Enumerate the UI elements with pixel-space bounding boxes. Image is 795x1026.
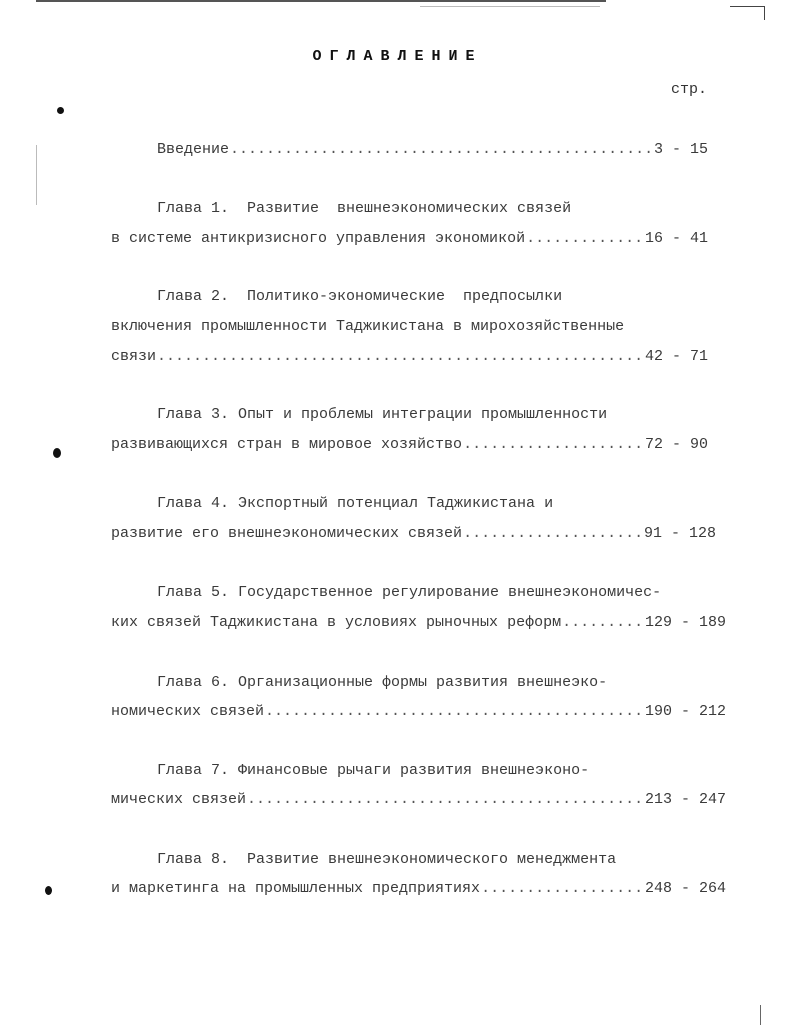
toc-page-range: 3 - 15 bbox=[653, 141, 708, 158]
corner-mark bbox=[730, 6, 764, 7]
scan-speck bbox=[45, 886, 52, 895]
toc-entry-title: мических связей bbox=[111, 791, 247, 808]
toc-entry-line: Глава 8. Развитие внешнеэкономического менеджмента bbox=[157, 851, 617, 868]
leader-dots bbox=[526, 230, 644, 248]
toc-entry-chapter-2 bbox=[111, 348, 708, 366]
toc-entry-line: Глава 7. Финансовые рычаги развития внешнеэконо- bbox=[157, 762, 590, 779]
top-rule-faint bbox=[420, 6, 600, 7]
toc-page-range: 91 - 128 bbox=[643, 525, 716, 542]
toc-entry-chapter-3 bbox=[111, 436, 708, 454]
toc-entry-chapter-6 bbox=[111, 703, 726, 721]
page-column-label: стр. bbox=[671, 81, 708, 98]
toc-entry-title: связи bbox=[111, 348, 157, 365]
toc-page-range: 129 - 189 bbox=[644, 614, 726, 631]
toc-entry-chapter-4 bbox=[111, 525, 716, 543]
leader-dots bbox=[265, 703, 644, 721]
toc-entry-title: номических связей bbox=[111, 703, 265, 720]
toc-entry-chapter-7 bbox=[111, 791, 726, 809]
toc-page-range: 42 - 71 bbox=[644, 348, 708, 365]
toc-entry-title: развивающихся стран в мировое хозяйство bbox=[111, 436, 463, 453]
scan-speck bbox=[53, 448, 61, 458]
toc-entry-line: Глава 4. Экспортный потенциал Таджикистана и bbox=[157, 495, 554, 512]
toc-entry-line: Глава 6. Организационные формы развития внешнеэко- bbox=[157, 674, 608, 691]
leader-dots bbox=[463, 436, 644, 454]
toc-page-range: 72 - 90 bbox=[644, 436, 708, 453]
toc-entry-line: Глава 2. Политико-экономические предпосылки bbox=[157, 288, 563, 305]
toc-entry-line: Глава 3. Опыт и проблемы интеграции промышленности bbox=[157, 406, 608, 423]
leader-dots bbox=[481, 880, 644, 898]
toc-entry-title: и маркетинга на промышленных предприятиях bbox=[111, 880, 481, 897]
toc-page-range: 248 - 264 bbox=[644, 880, 726, 897]
corner-mark-vertical bbox=[764, 6, 765, 20]
leader-dots bbox=[463, 525, 643, 543]
scan-artifact-line bbox=[760, 1005, 761, 1025]
toc-entry-line: включения промышленности Таджикистана в мирохозяйственные bbox=[111, 318, 625, 335]
scan-speck bbox=[57, 107, 64, 114]
toc-entry-line: Глава 1. Развитие внешнеэкономических связей bbox=[157, 200, 572, 217]
toc-entry-line: Глава 5. Государственное регулирование внешнеэкономичес- bbox=[157, 584, 662, 601]
toc-entry-chapter-1 bbox=[111, 230, 708, 248]
toc-page-range: 16 - 41 bbox=[644, 230, 708, 247]
leader-dots bbox=[230, 141, 653, 159]
toc-entry-title: развитие его внешнеэкономических связей bbox=[111, 525, 463, 542]
leader-dots bbox=[157, 348, 644, 366]
toc-page-range: 213 - 247 bbox=[644, 791, 726, 808]
scan-artifact-line bbox=[36, 145, 37, 205]
toc-page-range: 190 - 212 bbox=[644, 703, 726, 720]
toc-entry-chapter-5 bbox=[111, 614, 726, 632]
toc-entry-title: ких связей Таджикистана в условиях рыночных реформ bbox=[111, 614, 562, 631]
leader-dots bbox=[247, 791, 644, 809]
toc-entry-chapter-8 bbox=[111, 880, 726, 898]
top-rule bbox=[36, 0, 606, 2]
toc-entry-title: Введение bbox=[157, 141, 230, 158]
page-title: ОГЛАВЛЕНИЕ bbox=[312, 48, 483, 65]
leader-dots bbox=[562, 614, 644, 632]
toc-entry-intro bbox=[157, 141, 708, 159]
toc-entry-title: в системе антикризисного управления экономикой bbox=[111, 230, 526, 247]
